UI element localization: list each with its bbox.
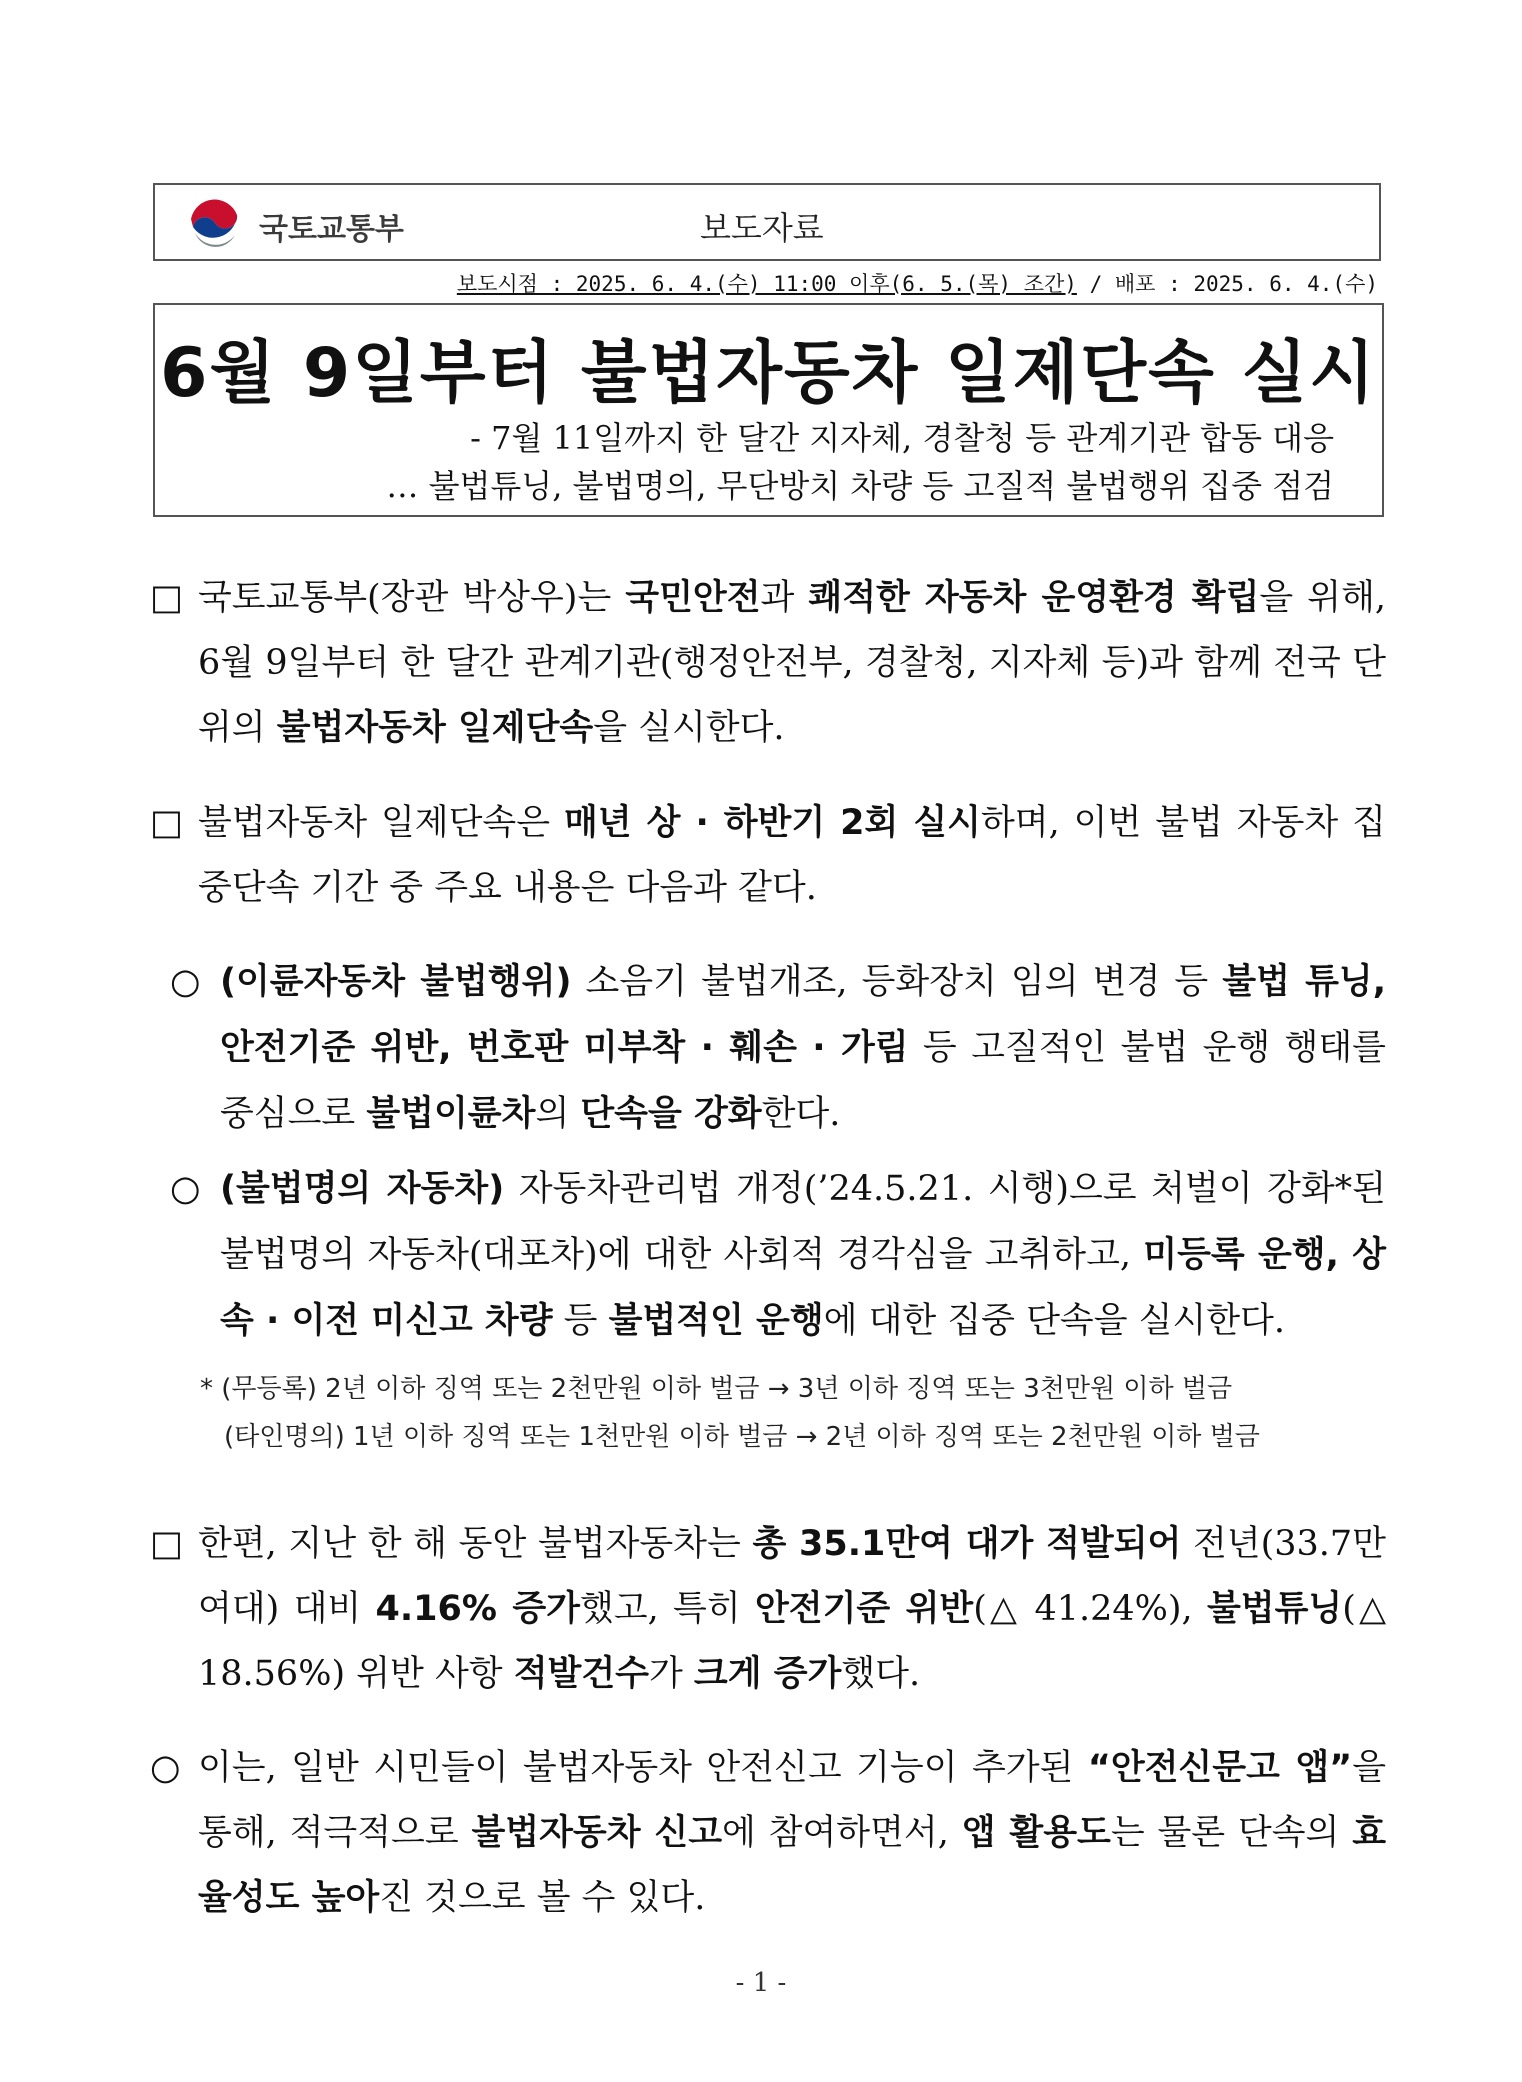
page-number: - 1 -: [735, 1968, 787, 1998]
square-bullet: □: [150, 803, 184, 843]
paragraph-body: [198, 566, 1386, 761]
bold-text: (불법명의 자동차): [220, 1169, 505, 1209]
release-info: [457, 268, 1378, 298]
bold-text: 쾌적한 자동차 운영환경 확립: [808, 578, 1260, 618]
bold-text: “안전신문고 앱”: [1087, 1748, 1353, 1788]
text: 국토교통부(장관 박상우)는: [198, 578, 626, 618]
text: (△ 41.24%),: [973, 1589, 1207, 1629]
text: 에 참여하면서,: [722, 1813, 962, 1853]
bold-text: 불법자동차 신고: [471, 1813, 723, 1853]
headline-box: [153, 303, 1384, 517]
paragraph-5: [150, 1512, 1386, 1707]
bold-text: 불법 튜닝, 안전기준 위반, 번호판 미부착 · 훼손 · 가림: [220, 962, 1386, 1068]
text: 을 통해, 적극적으로: [198, 1748, 1386, 1853]
text: 진 것으로 볼 수 있다.: [379, 1878, 706, 1918]
text: 한편, 지난 한 해 동안 불법자동차는: [198, 1524, 753, 1564]
korea-taegeuk-logo-icon: [185, 193, 245, 253]
text: 이는, 일반 시민들이 불법자동차 안전신고 기능이 추가된: [198, 1748, 1088, 1788]
bold-text: 미등록 운행, 상속 · 이전 미신고 차량: [220, 1235, 1386, 1341]
paragraph-body: [198, 791, 1386, 921]
headline-subtitle-2: … 불법튜닝, 불법명의, 무단방치 차량 등 고질적 불법행위 집중 점검: [386, 467, 1334, 505]
paragraph-body: [220, 949, 1386, 1147]
bold-text: 적발건수: [513, 1654, 649, 1694]
footnote-line-1: [200, 1365, 1380, 1413]
text: 가: [648, 1654, 694, 1694]
text: 의: [535, 1094, 581, 1134]
text: (△ 18.56%) 위반 사항: [198, 1589, 1387, 1694]
headline-title: 6월 9일부터 불법자동차 일제단속 실시: [160, 334, 1377, 413]
text: 소음기 불법개조, 등화장치 임의 변경 등: [571, 962, 1223, 1002]
text: 불법자동차 일제단속은: [198, 803, 564, 843]
text: 과: [760, 578, 809, 618]
square-bullet: □: [150, 1524, 184, 1564]
text: 는 물론 단속의: [1110, 1813, 1353, 1853]
circle-bullet: ○: [150, 1748, 181, 1788]
bold-text: 4.16% 증가: [375, 1589, 580, 1629]
penalty-footnote: [200, 1365, 1380, 1461]
circle-bullet: ○: [170, 1169, 201, 1209]
footnote-text: (무등록) 2년 이하 징역 또는 2천만원 이하 벌금 → 3년 이하 징역 또는 3천만원 이하 벌금: [221, 1374, 1233, 1404]
bold-text: 안전기준 위반: [754, 1589, 974, 1629]
text: 했다.: [841, 1654, 921, 1694]
bold-text: 불법튜닝: [1207, 1589, 1343, 1629]
bold-text: 앱 활용도: [961, 1813, 1111, 1853]
paragraph-4: [170, 1156, 1386, 1354]
bold-text: 효율성도 높아: [198, 1813, 1386, 1918]
paragraph-3: [170, 949, 1386, 1147]
paragraph-body: [198, 1512, 1386, 1707]
circle-bullet: ○: [170, 962, 201, 1002]
text: 하며, 이번 불법 자동차 집중단속 기간 중 주요 내용은 다음과 같다.: [198, 803, 1386, 908]
asterisk-mark: *: [200, 1374, 213, 1404]
text: 전년(33.7만여대) 대비: [198, 1524, 1386, 1629]
text: 자동차관리법 개정(’24.5.21. 시행)으로 처벌이 강화*된 불법명의 자동차(대포차)에 대한 사회적 경각심을 고취하고,: [220, 1169, 1386, 1275]
headline-subtitle-1: - 7월 11일까지 한 달간 지자체, 경찰청 등 관계기관 합동 대응: [470, 419, 1334, 457]
bold-text: 불법자동차 일제단속: [276, 708, 594, 748]
bold-text: 총 35.1만여 대가 적발되어: [752, 1524, 1182, 1564]
distribution-date: / 배포 : 2025. 6. 4.(수): [1076, 272, 1378, 296]
text: 했고, 특히: [579, 1589, 755, 1629]
paragraph-body: [198, 1736, 1386, 1931]
paragraph-2: [150, 791, 1386, 921]
ministry-name: 국토교통부: [259, 212, 404, 247]
bold-text: 불법이륜차: [366, 1094, 536, 1134]
document-type: 보도자료: [700, 209, 824, 247]
text: 을 실시한다.: [593, 708, 785, 748]
bold-text: 매년 상 · 하반기 2회 실시: [564, 803, 981, 843]
bold-text: 불법적인 운행: [608, 1301, 824, 1341]
footnote-line-2: (타인명의) 1년 이하 징역 또는 1천만원 이하 벌금 → 2년 이하 징역 또는 2천만원 이하 벌금: [224, 1422, 1260, 1452]
text: 한다.: [761, 1094, 841, 1134]
text: 을 위해, 6월 9일부터 한 달간 관계기관(행정안전부, 경찰청, 지자체 등)과 함께 전국 단위의: [198, 578, 1387, 748]
header-box: [153, 183, 1381, 261]
text: 등: [552, 1301, 609, 1341]
square-bullet: □: [150, 578, 184, 618]
bold-text: 국민안전: [625, 578, 761, 618]
paragraph-1: [150, 566, 1386, 761]
paragraph-body: [220, 1156, 1386, 1354]
bold-text: 단속을 강화: [580, 1094, 762, 1134]
bold-text: (이륜자동차 불법행위): [220, 962, 572, 1002]
release-time: 보도시점 : 2025. 6. 4.(수) 11:00 이후(6. 5.(목) 조간): [456, 272, 1077, 296]
text: 에 대한 집중 단속을 실시한다.: [823, 1301, 1285, 1341]
text: 등 고질적인 불법 운행 행태를 중심으로: [220, 1028, 1386, 1134]
paragraph-6: [150, 1736, 1386, 1931]
bold-text: 크게 증가: [693, 1654, 842, 1694]
